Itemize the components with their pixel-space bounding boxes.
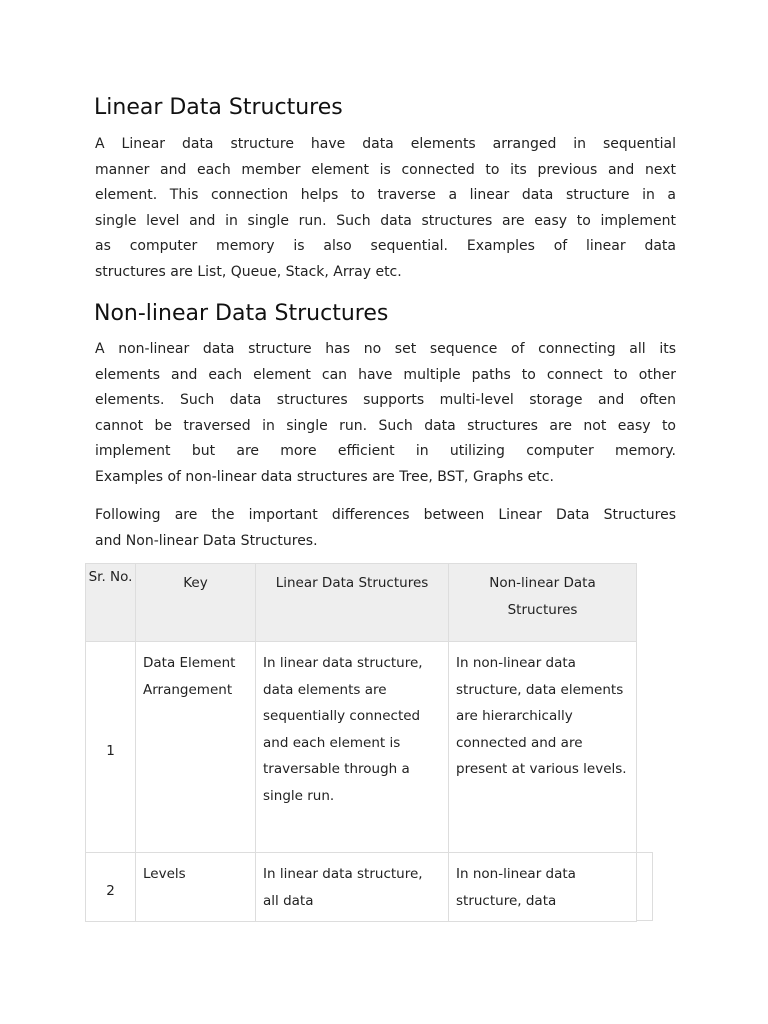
text-line: single level and in single run. Such data structures are easy to implement (95, 212, 676, 229)
text-line: implement but are more efficient in utilizing computer memory. (95, 443, 676, 460)
text-line: A Linear data structure have data elements arranged in sequential (95, 136, 676, 152)
text-line: elements and each element can have multiple paths to connect to other (95, 366, 676, 383)
cell-key: Levels (136, 853, 256, 922)
cell-key: Data Element Arrangement (136, 642, 256, 853)
text-line: cannot be traversed in single run. Such data structures are not easy to (95, 417, 676, 434)
text-line: element. This connection helps to traverse a linear data structure in a (95, 187, 676, 204)
cell-non-linear: In non-linear data structure, data (449, 853, 637, 922)
comparison-table (85, 563, 637, 922)
text-line: Examples of non-linear data structures are Tree, BST, Graphs etc. (95, 468, 554, 485)
text-line: elements. Such data structures supports multi-level storage and often (95, 392, 676, 409)
table-overflow-cell (637, 852, 653, 921)
header-key: Key (136, 564, 256, 642)
table-row (86, 853, 637, 922)
paragraph-intro (95, 503, 676, 554)
heading-non-linear-data-structures: Non-linear Data Structures (94, 301, 389, 326)
text-line: Following are the important differences between Linear Data Structures (95, 507, 676, 523)
paragraph-linear (95, 132, 676, 286)
header-non-linear: Non-linear Data Structures (449, 564, 637, 642)
text-line: manner and each member element is connected to its previous and next (95, 161, 676, 178)
text-line: and Non-linear Data Structures. (95, 532, 318, 549)
table-row (86, 642, 637, 853)
header-linear: Linear Data Structures (256, 564, 449, 642)
text-line: structures are List, Queue, Stack, Array etc. (95, 263, 402, 280)
table-header-row (86, 564, 637, 642)
text-line: as computer memory is also sequential. Examples of linear data (95, 238, 676, 255)
header-sr-no: Sr. No. (86, 564, 136, 642)
paragraph-non-linear (95, 337, 676, 491)
cell-linear: In linear data structure, all data (256, 853, 449, 922)
cell-sr-no: 2 (86, 853, 136, 922)
cell-linear: In linear data structure, data elements are sequentially connected and each element is traversable through a single run. (256, 642, 449, 853)
cell-sr-no: 1 (86, 642, 136, 853)
heading-linear-data-structures: Linear Data Structures (94, 95, 343, 120)
text-line: A non-linear data structure has no set sequence of connecting all its (95, 341, 676, 357)
cell-non-linear: In non-linear data structure, data elements are hierarchically connected and are present at various levels. (449, 642, 637, 853)
